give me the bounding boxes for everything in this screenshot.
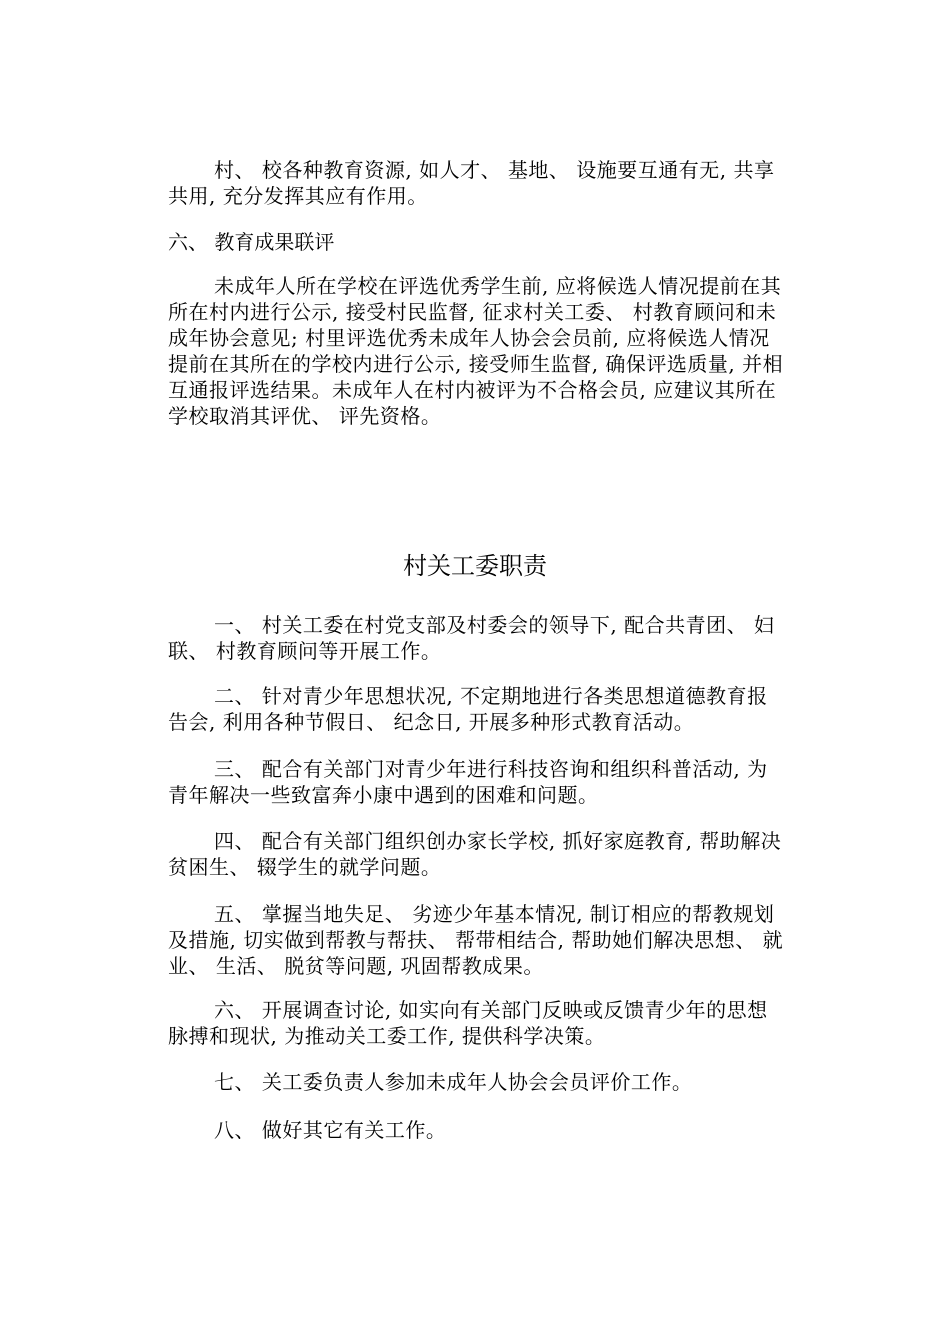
continuation-paragraph: 村、 校各种教育资源, 如人才、 基地、 设施要互通有无, 共享共用, 充分发挥其应有作用。 — [168, 158, 775, 208]
duty-item-5: 五、 掌握当地失足、 劣迹少年基本情况, 制订相应的帮教规划及措施, 切实做到帮教与帮扶、 帮带相结合, 帮助她们解决思想、 就业、 生活、 脱贫等问题, 巩固帮教成果。 — [168, 902, 784, 978]
duty-item-4: 四、 配合有关部门组织创办家长学校, 抓好家庭教育, 帮助解决贫困生、 辍学生的就学问题。 — [168, 829, 782, 879]
duty-item-2: 二、 针对青少年思想状况, 不定期地进行各类思想道德教育报告会, 利用各种节假日、 纪念日, 开展多种形式教育活动。 — [168, 684, 768, 734]
duty-item-6: 六、 开展调查讨论, 如实向有关部门反映或反馈青少年的思想脉搏和现状, 为推动关工委工作, 提供科学决策。 — [168, 998, 768, 1048]
duty-item-7: 七、 关工委负责人参加未成年人协会会员评价工作。 — [214, 1070, 693, 1094]
duty-item-8: 八、 做好其它有关工作。 — [214, 1118, 447, 1142]
document-title: 村关工委职责 — [403, 552, 547, 580]
section-heading-education-evaluation: 六、 教育成果联评 — [168, 230, 335, 254]
evaluation-body-paragraph: 未成年人所在学校在评选优秀学生前, 应将候选人情况提前在其所在村内进行公示, 接受村民监督, 征求村关工委、 村教育顾问和未成年协会意见; 村里评选优秀未成年人协会会员前, 应将候选人情况提前在其所在的学校内进行公示, 接受师生监督, 确保评选质量, 并相互通报评选结果。未成年人在村内被评为不合格会员, 应建议其所在学校取消其评优、 评先资格。 — [168, 274, 784, 428]
duty-item-3: 三、 配合有关部门对青少年进行科技咨询和组织科普活动, 为青年解决一些致富奔小康中遇到的困难和问题。 — [168, 757, 768, 807]
duty-item-1: 一、 村关工委在村党支部及村委会的领导下, 配合共青团、 妇联、 村教育顾问等开展工作。 — [168, 613, 775, 663]
